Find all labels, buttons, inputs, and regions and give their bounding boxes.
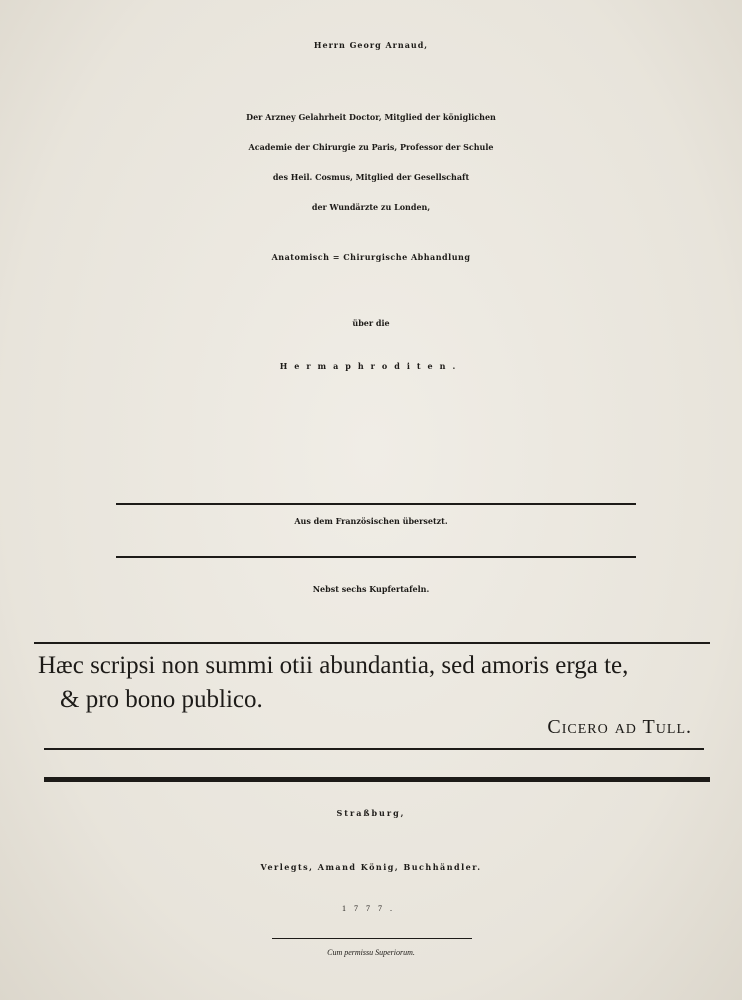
divider-rule-4 xyxy=(44,748,704,750)
author-line: Herrn Georg Arnaud, xyxy=(313,40,429,50)
divider-rule-5 xyxy=(272,938,472,939)
credentials-line-2: Academie der Chirurgie zu Paris, Professor der Schule xyxy=(248,142,494,152)
imprint-city: Straßburg, xyxy=(336,808,406,818)
motto-line-1: Hæc scripsi non summi otii abundantia, sed amoris erga te, xyxy=(38,652,629,679)
imprint-publisher: Verlegts, Amand König, Buchhändler. xyxy=(260,862,482,872)
divider-rule-thick xyxy=(44,777,710,782)
motto-attribution: Cicero ad Tull. xyxy=(547,716,692,738)
imprint-permission: Cum permissu Superiorum. xyxy=(327,948,415,957)
credentials-line-4: der Wundärzte zu Londen, xyxy=(311,202,431,212)
divider-rule-2 xyxy=(116,556,636,558)
title-line-1: Anatomisch = Chirurgische Abhandlung xyxy=(271,252,471,262)
divider-rule-3 xyxy=(34,642,710,644)
imprint-year: 1777. xyxy=(342,904,400,913)
divider-rule-1 xyxy=(116,503,636,505)
plates-note: Nebst sechs Kupfertafeln. xyxy=(312,584,430,594)
title-line-2: über die xyxy=(352,318,390,328)
motto-line-2: & pro bono publico. xyxy=(60,686,263,713)
credentials-line-1: Der Arzney Gelahrheit Doctor, Mitglied der königlichen xyxy=(246,112,496,122)
translation-note: Aus dem Französischen übersetzt. xyxy=(294,516,448,526)
credentials-line-3: des Heil. Cosmus, Mitglied der Gesellschaft xyxy=(272,172,470,182)
title-main: Hermaphroditen. xyxy=(279,361,463,371)
